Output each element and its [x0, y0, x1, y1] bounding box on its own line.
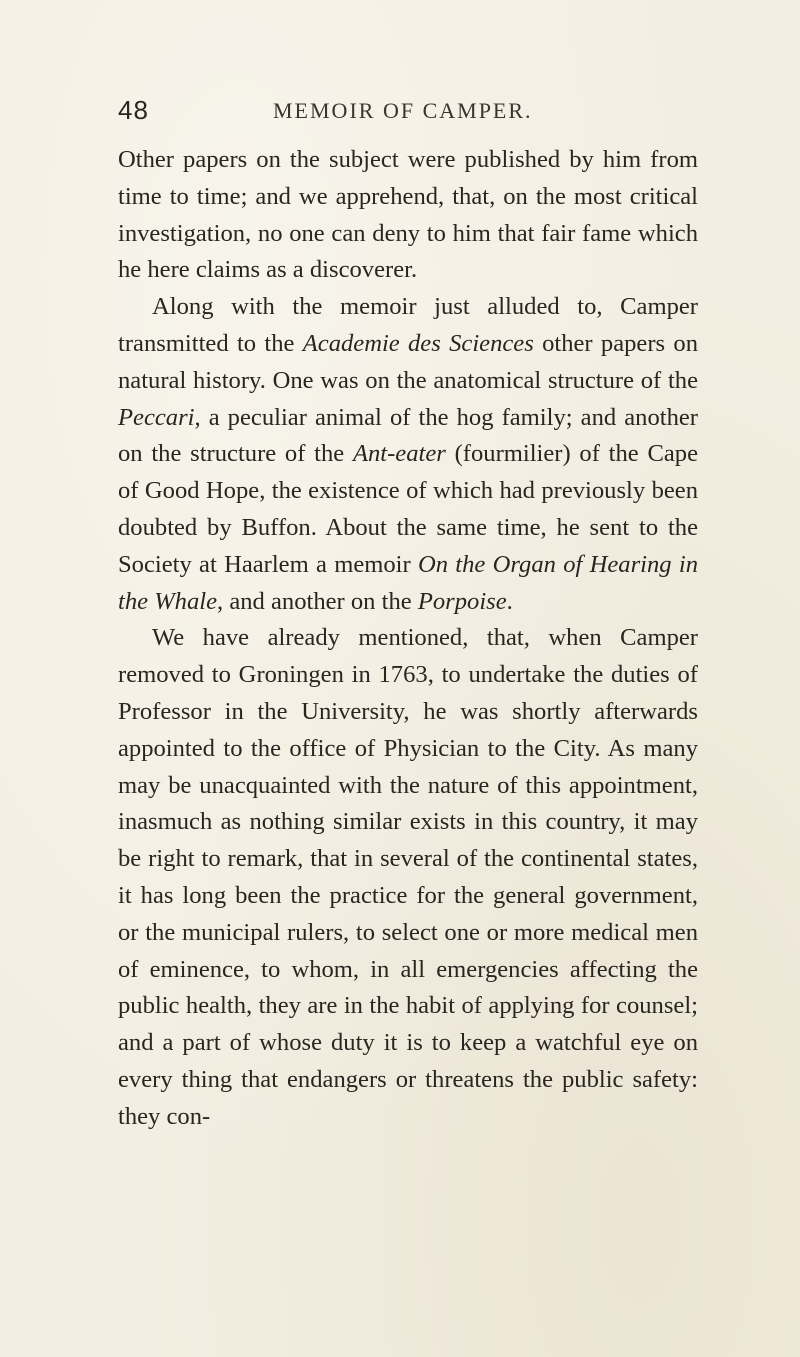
text-run: other papers on natural history. One was on the anatomical structure of the — [118, 329, 698, 394]
page-header — [118, 95, 698, 135]
text-run: Other papers on the subject were published by him from time to time; and we apprehend, that, on the most critical investigation, no one can deny to him that fair fame which he here claims as a discoverer. — [118, 146, 698, 284]
italic-text: Ant-eater — [352, 440, 446, 468]
italic-text: Porpoise — [417, 587, 507, 615]
running-head: MEMOIR OF CAMPER. — [273, 98, 533, 123]
body-text — [118, 142, 698, 1136]
text-run: . — [506, 587, 513, 615]
text-run: (fourmilier) of the Cape of Good Hope, the existence of which had previously been doubted by Buffon. About the same time, he sent to the Society at Haarlem a memoir — [118, 440, 698, 578]
page-number: 48 — [118, 95, 149, 125]
text-run: Along with the memoir just alluded to, Camper transmitted to the — [118, 293, 698, 357]
paragraph-3 — [118, 620, 698, 1135]
text-run: , and another on the — [217, 587, 418, 615]
text-run: , a peculiar animal of the hog family; and another on the structure of the — [118, 403, 698, 468]
text-run: We have already mentioned, that, when Camper removed to Groningen in 1763, to undertake the duties of Professor in the University, he was shortly afterwards appointed to the office of Physician to the City. As many may be unacquainted with the nature of this appointment, inasmuch as nothing similar exists in this country, it may be right to remark, that in several of the continental states, it has long been the practice for the general government, or the municipal rulers, to select one or more medical men of eminence, to whom, in all emergencies affecting the public health, they are in the habit of applying for counsel; and a part of whose duty it is to keep a watchful eye on every thing that endangers or threatens the public safety: they con- — [118, 624, 698, 1130]
italic-text: On the Organ of Hearing in the Whale — [118, 550, 698, 615]
italic-text: Peccari — [118, 403, 195, 431]
paragraph-1 — [118, 142, 698, 289]
italic-text: Academie des Sciences — [302, 329, 534, 357]
paragraph-2 — [118, 289, 698, 620]
